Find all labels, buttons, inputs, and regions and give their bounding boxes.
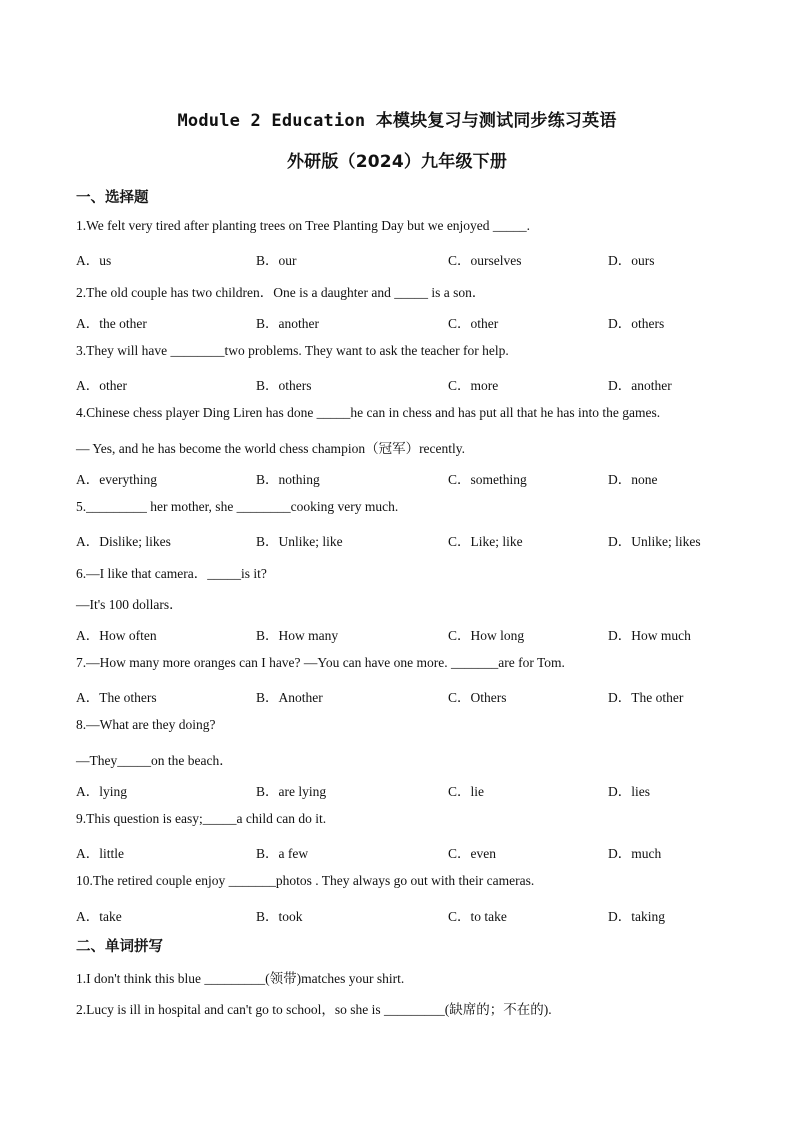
question-stem: 3.They will have ________two problems. They want to ask the teacher for help.	[76, 343, 509, 358]
option-d: D．much	[608, 846, 662, 861]
option-row	[76, 842, 726, 860]
question-stem: 2.The old couple has two children．One is a daughter and _____ is a son．	[76, 285, 486, 300]
question-stem: 10.The retired couple enjoy _______photos . They always go out with their cameras.	[76, 873, 535, 888]
option-a: A．take	[76, 909, 122, 924]
question-stem-continued: —They_____on the beach．	[76, 753, 233, 768]
page-title: Module 2 Education 本模块复习与测试同步练习英语	[177, 111, 617, 131]
option-b: B．a few	[256, 846, 309, 861]
option-a: A．Dislike; likes	[76, 534, 171, 549]
option-d: D．lies	[608, 784, 650, 799]
section-heading-choice: 一、选择题	[76, 190, 149, 206]
option-b: B．Another	[256, 690, 323, 705]
option-a: A．The others	[76, 690, 157, 705]
option-row	[76, 312, 726, 330]
option-c: C．Like; like	[448, 534, 523, 549]
option-row	[76, 249, 726, 267]
option-a: A．How often	[76, 628, 157, 643]
option-c: C．How long	[448, 628, 525, 643]
option-b: B．others	[256, 378, 312, 393]
option-c: C．lie	[448, 784, 484, 799]
option-a: A．lying	[76, 784, 128, 799]
option-d: D．How much	[608, 628, 691, 643]
option-b: B．took	[256, 909, 303, 924]
option-c: C．to take	[448, 909, 507, 924]
option-a: A．the other	[76, 316, 147, 331]
question-stem-continued: — Yes, and he has become the world chess champion（冠军）recently.	[76, 441, 466, 456]
option-b: B．are lying	[256, 784, 327, 799]
option-row	[76, 374, 726, 392]
option-a: A．other	[76, 378, 127, 393]
question-stem: 1.We felt very tired after planting trees on Tree Planting Day but we enjoyed _____.	[76, 218, 531, 233]
question-stem: 5._________ her mother, she ________cooking very much.	[76, 499, 399, 514]
option-d: D．others	[608, 316, 665, 331]
option-c: C．other	[448, 316, 499, 331]
spelling-item: 1.I don't think this blue _________(领带)matches your shirt.	[76, 971, 405, 986]
option-row	[76, 905, 726, 923]
option-d: D．none	[608, 472, 658, 487]
option-c: C．ourselves	[448, 253, 522, 268]
option-row	[76, 624, 726, 642]
question-stem: 4.Chinese chess player Ding Liren has done _____he can in chess and has put all that he has into the games.	[76, 405, 661, 420]
option-row	[76, 530, 726, 548]
option-row	[76, 468, 726, 486]
question-stem: 8.—What are they doing?	[76, 717, 216, 732]
option-b: B．Unlike; like	[256, 534, 343, 549]
option-b: B．How many	[256, 628, 339, 643]
option-d: D．The other	[608, 690, 684, 705]
question-stem-continued: —It's 100 dollars．	[76, 597, 183, 612]
option-d: D．Unlike; likes	[608, 534, 701, 549]
question-stem: 7.—How many more oranges can I have? —You can have one more. _______are for Tom.	[76, 655, 565, 670]
option-c: C．Others	[448, 690, 507, 705]
section-heading-spelling: 二、单词拼写	[76, 939, 163, 955]
option-row	[76, 780, 726, 798]
option-a: A．everything	[76, 472, 157, 487]
page-subtitle: 外研版（2024）九年级下册	[286, 152, 508, 172]
option-c: C．more	[448, 378, 499, 393]
option-a: A．us	[76, 253, 112, 268]
option-a: A．little	[76, 846, 124, 861]
option-b: B．another	[256, 316, 319, 331]
question-stem: 6.—I like that camera．_____is it?	[76, 566, 267, 581]
option-c: C．even	[448, 846, 496, 861]
spelling-item: 2.Lucy is ill in hospital and can't go to school，so she is _________(缺席的；不在的).	[76, 1002, 552, 1017]
option-b: B．nothing	[256, 472, 320, 487]
option-row	[76, 686, 726, 704]
option-b: B．our	[256, 253, 297, 268]
question-stem: 9.This question is easy;_____a child can do it.	[76, 811, 327, 826]
option-d: D．taking	[608, 909, 665, 924]
option-c: C．something	[448, 472, 527, 487]
option-d: D．ours	[608, 253, 655, 268]
option-d: D．another	[608, 378, 672, 393]
